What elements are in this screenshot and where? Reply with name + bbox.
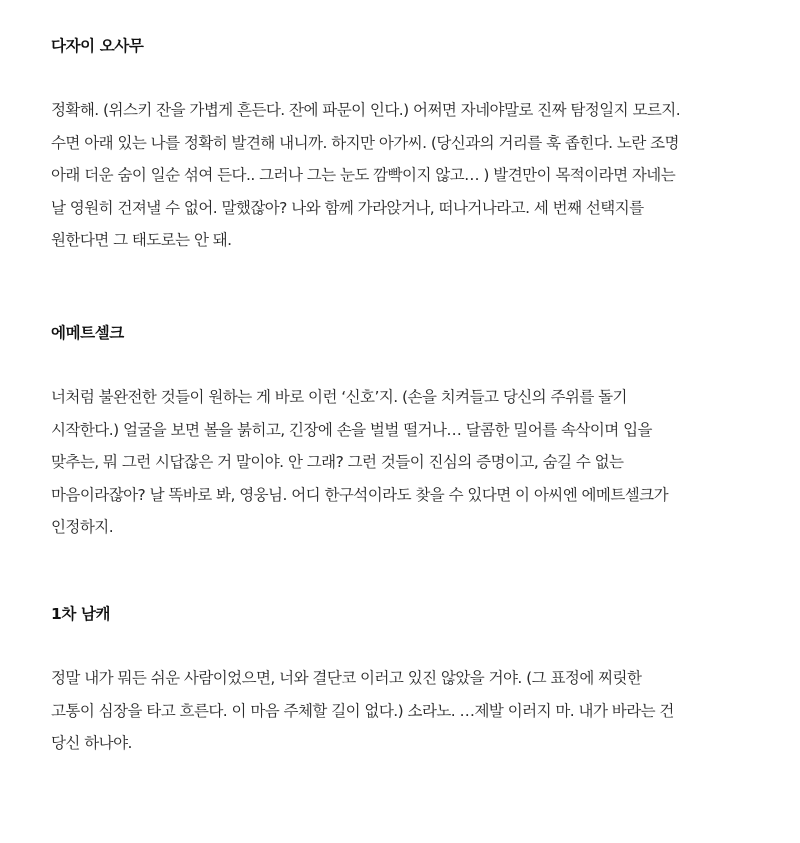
body-line: 정확해. (위스키 잔을 가볍게 흔든다. 잔에 파문이 인다.) 어쩌면 자네야말로 진짜 탐정일지 모르지.	[51, 101, 681, 119]
body-line: 인정하지.	[51, 518, 114, 537]
body-line: 원한다면 그 태도로는 안 돼.	[51, 231, 232, 250]
dialogue-section-original-character	[51, 603, 771, 753]
body-line: 맞추는, 뭐 그런 시답잖은 거 말이야. 안 그래? 그런 것들이 진심의 증명이고, 숨길 수 없는	[51, 453, 624, 472]
section-body	[51, 94, 771, 257]
body-line: 고통이 심장을 타고 흐른다. 이 마음 주체할 길이 없다.) 소라노. …제발 이러지 마. 내가 바라는 건	[51, 701, 674, 720]
body-line: 날 영원히 건져낼 수 없어. 말했잖아? 나와 함께 가라앉거나, 떠나거나라고. 세 번째 선택지를	[51, 198, 644, 217]
body-line: 아래 더운 숨이 일순 섞여 든다.. 그러나 그는 눈도 깜빡이지 않고… ) 발견만이 목적이라면 자네는	[51, 166, 676, 185]
body-line: 정말 내가 뭐든 쉬운 사람이었으면, 너와 결단코 이러고 있진 않았을 거야. (그 표정에 찌릿한	[51, 669, 642, 687]
dialogue-section-dazai	[51, 35, 771, 250]
body-line: 시작한다.) 얼굴을 보면 볼을 붉히고, 긴장에 손을 벌벌 떨거나… 달콤한 밀어를 속삭이며 입을	[51, 420, 652, 439]
section-title: 에메트셀크	[51, 324, 124, 342]
section-title: 1차 남캐	[51, 605, 111, 623]
body-line: 너처럼 불완전한 것들이 원하는 게 바로 이런 ‘신호’지. (손을 치켜들고 당신의 주위를 돌기	[51, 388, 627, 406]
section-body	[51, 381, 771, 544]
body-line: 수면 아래 있는 나를 정확히 발견해 내니까. 하지만 아가씨. (당신과의 거리를 훅 좁힌다. 노란 조명	[51, 133, 679, 152]
section-body	[51, 662, 771, 760]
body-line: 당신 하나야.	[51, 734, 132, 753]
dialogue-section-emet-selch	[51, 322, 771, 537]
section-title: 다자이 오사무	[51, 37, 144, 55]
body-line: 마음이라잖아? 날 똑바로 봐, 영웅님. 어디 한구석이라도 찾을 수 있다면 이 아씨엔 에메트셀크가	[51, 485, 669, 504]
